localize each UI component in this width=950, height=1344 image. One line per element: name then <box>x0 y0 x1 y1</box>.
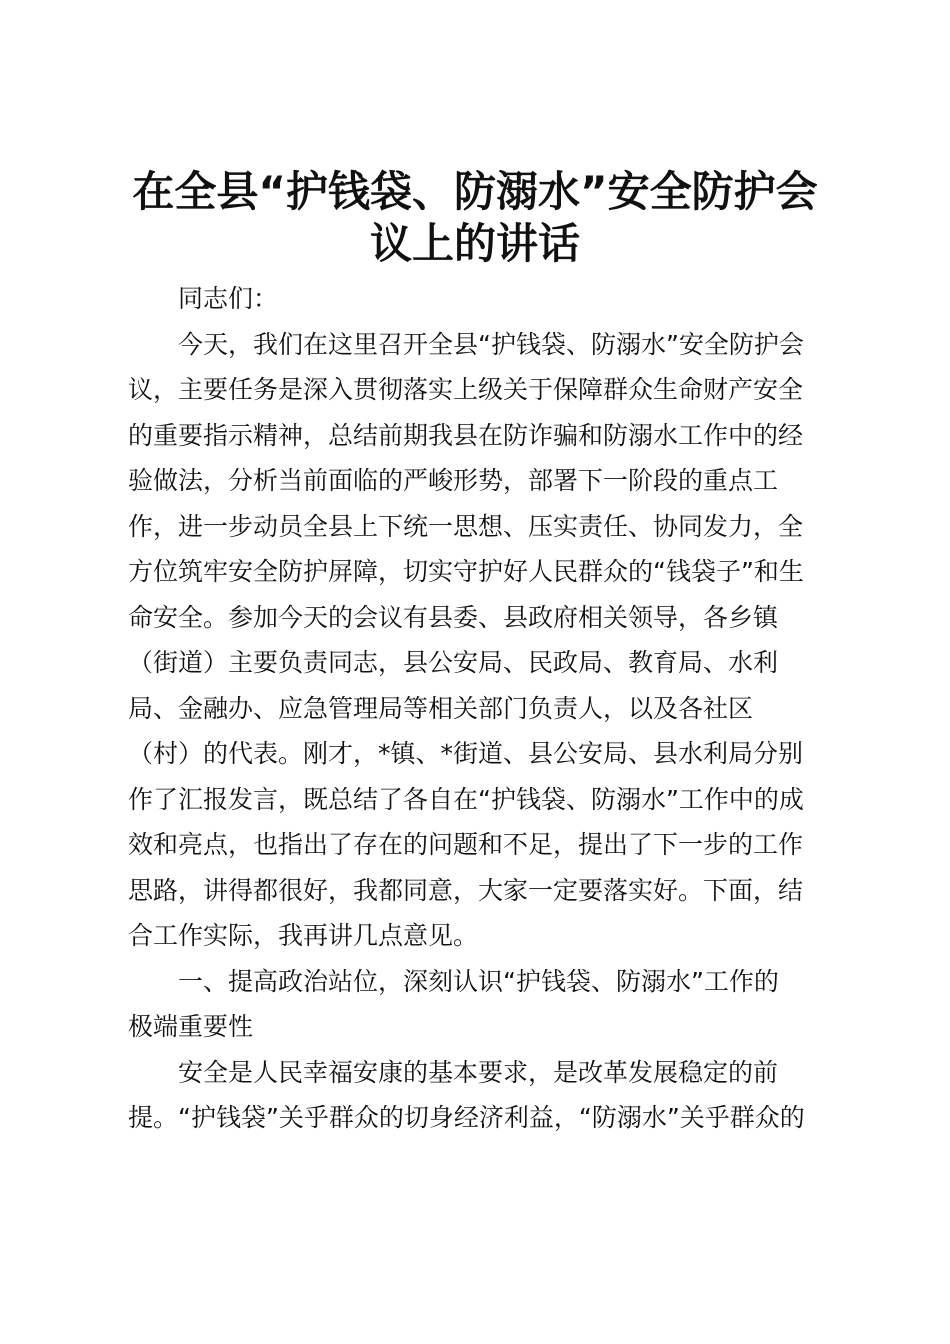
text-line: 的重要指示精神，总结前期我县在防诈骗和防溺水工作中的经 <box>128 420 804 450</box>
text-line: 作，进一步动员全县上下统一思想、压实责任、协同发力，全 <box>128 511 804 541</box>
title-line: 议上的讲话 <box>369 219 580 268</box>
title-line: 在全县“护钱袋、防溺水”安全防护会 <box>132 167 818 216</box>
text-line: 合工作实际，我再讲几点意见。 <box>128 921 479 950</box>
text-line: 局、金融办、应急管理局等相关部门负责人，以及各社区 <box>128 693 754 723</box>
text-line: 效和亮点，也指出了存在的问题和不足，提出了下一步的工作 <box>128 830 804 859</box>
text-line: 同志们： <box>178 284 279 313</box>
text-line: 命安全。参加今天的会议有县委、县政府相关领导，各乡镇 <box>128 602 779 632</box>
text-line: 思路，讲得都很好，我都同意，大家一定要落实好。下面，结 <box>128 875 804 905</box>
text-line: 提。“护钱袋”关乎群众的切身经济利益，“防溺水”关乎群众的 <box>128 1103 805 1132</box>
text-line: 作了汇报发言，既总结了各自在“护钱袋、防溺水”工作中的成 <box>128 784 804 814</box>
document-body <box>128 276 822 1141</box>
text-line: 今天，我们在这里召开全县“护钱袋、防溺水”安全防护会 <box>178 329 804 359</box>
text-line: 方位筑牢安全防护屏障，切实守护好人民群众的“钱袋子”和生 <box>128 557 804 586</box>
text-line: （村）的代表。刚才，*镇、*街道、县公安局、县水利局分别 <box>128 739 804 768</box>
section-heading-line: 一、提高政治站位，深刻认识“护钱袋、防溺水”工作的 <box>178 966 779 996</box>
document-title <box>110 166 840 270</box>
text-line: 安全是人民幸福安康的基本要求，是改革发展稳定的前 <box>178 1057 779 1087</box>
text-line: 验做法，分析当前面临的严峻形势，部署下一阶段的重点工 <box>128 466 779 495</box>
section-heading-line: 极端重要性 <box>128 1012 254 1041</box>
text-line: 议，主要任务是深入贯彻落实上级关于保障群众生命财产安全 <box>128 375 804 404</box>
text-line: （街道）主要负责同志，县公安局、民政局、教育局、水利 <box>128 648 779 677</box>
